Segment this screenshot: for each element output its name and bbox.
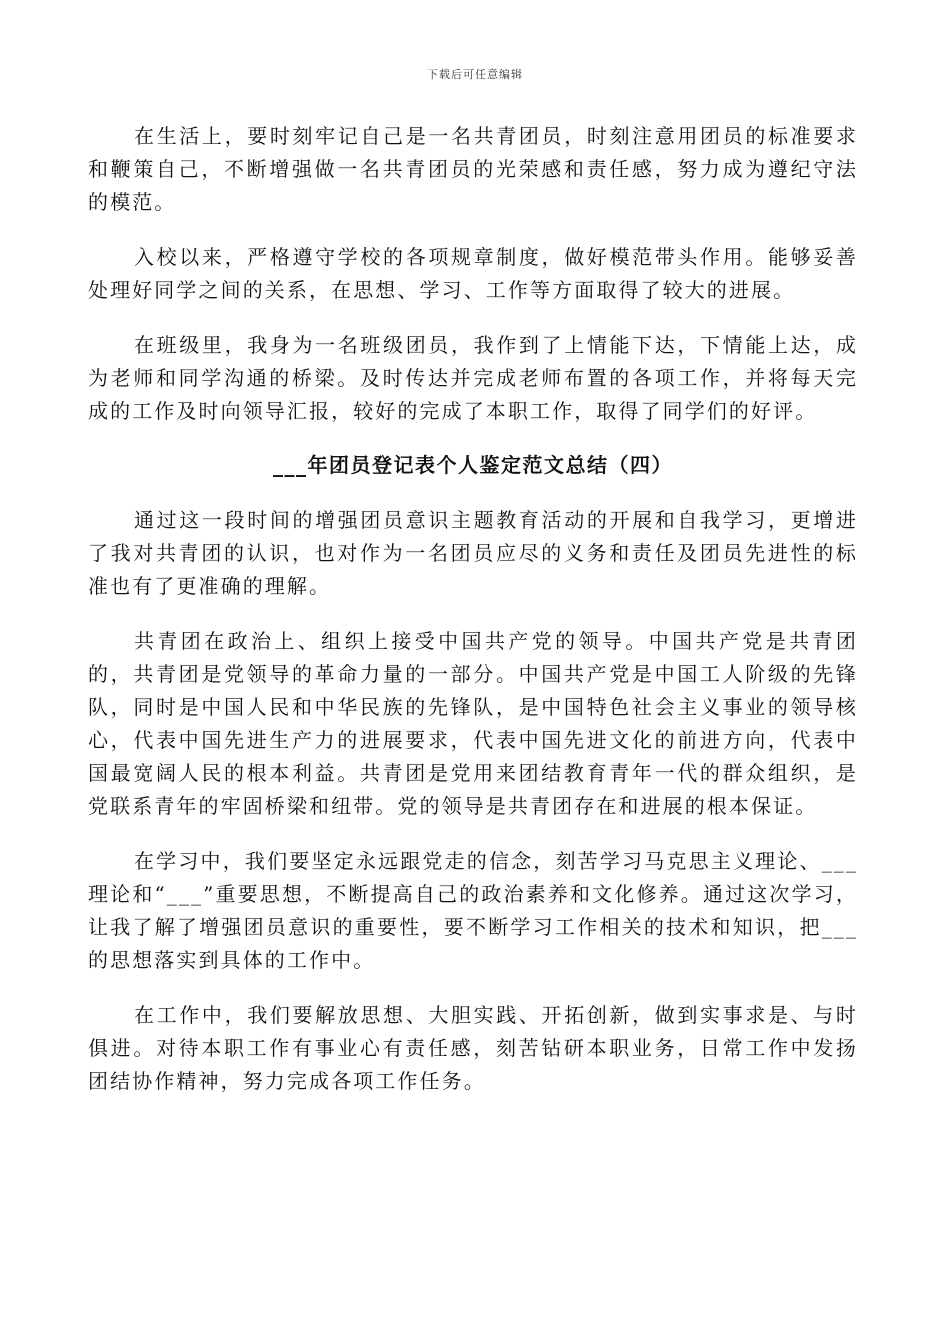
- paragraph: 在班级里，我身为一名班级团员，我作到了上情能下达，下情能上达，成为老师和同学沟通的桥梁。及时传达并完成老师布置的各项工作，并将每天完成的工作及时向领导汇报，较好的完成了本职工作，取得了同学们的好评。: [88, 333, 858, 423]
- paragraph: 通过这一段时间的增强团员意识主题教育活动的开展和自我学习，更增进了我对共青团的认识，也对作为一名团员应尽的义务和责任及团员先进性的标准也有了更准确的理解。: [88, 508, 858, 598]
- document-body: [88, 120, 858, 1120]
- paragraph: 入校以来，严格遵守学校的各项规章制度，做好模范带头作用。能够妥善处理好同学之间的关系，在思想、学习、工作等方面取得了较大的进展。: [88, 245, 858, 302]
- header-note: 下载后可任意编辑: [427, 68, 523, 81]
- paragraph: 在学习中，我们要坚定永远跟党走的信念，刻苦学习马克思主义理论、___理论和“___”重要思想，不断提高自己的政治素养和文化修养。通过这次学习，让我了解了增强团员意识的重要性，要不断学习工作相关的技术和知识，把___的思想落实到具体的工作中。: [88, 849, 858, 972]
- section-title: ___年团员登记表个人鉴定范文总结（四）: [273, 453, 673, 477]
- paragraph: 在工作中，我们要解放思想、大胆实践、开拓创新，做到实事求是、与时俱进。对待本职工作有事业心有责任感，刻苦钻研本职业务，日常工作中发扬团结协作精神，努力完成各项工作任务。: [88, 1003, 858, 1093]
- paragraph: 在生活上，要时刻牢记自己是一名共青团员，时刻注意用团员的标准要求和鞭策自己，不断增强做一名共青团员的光荣感和责任感，努力成为遵纪守法的模范。: [88, 124, 858, 214]
- paragraph: 共青团在政治上、组织上接受中国共产党的领导。中国共产党是共青团的，共青团是党领导的革命力量的一部分。中国共产党是中国工人阶级的先锋队，同时是中国人民和中华民族的先锋队，是中国特色社会主义事业的领导核心，代表中国先进生产力的进展要求，代表中国先进文化的前进方向，代表中国最宽阔人民的根本利益。共青团是党用来团结教育青年一代的群众组织，是党联系青年的牢固桥梁和纽带。党的领导是共青团存在和进展的根本保证。: [88, 629, 858, 818]
